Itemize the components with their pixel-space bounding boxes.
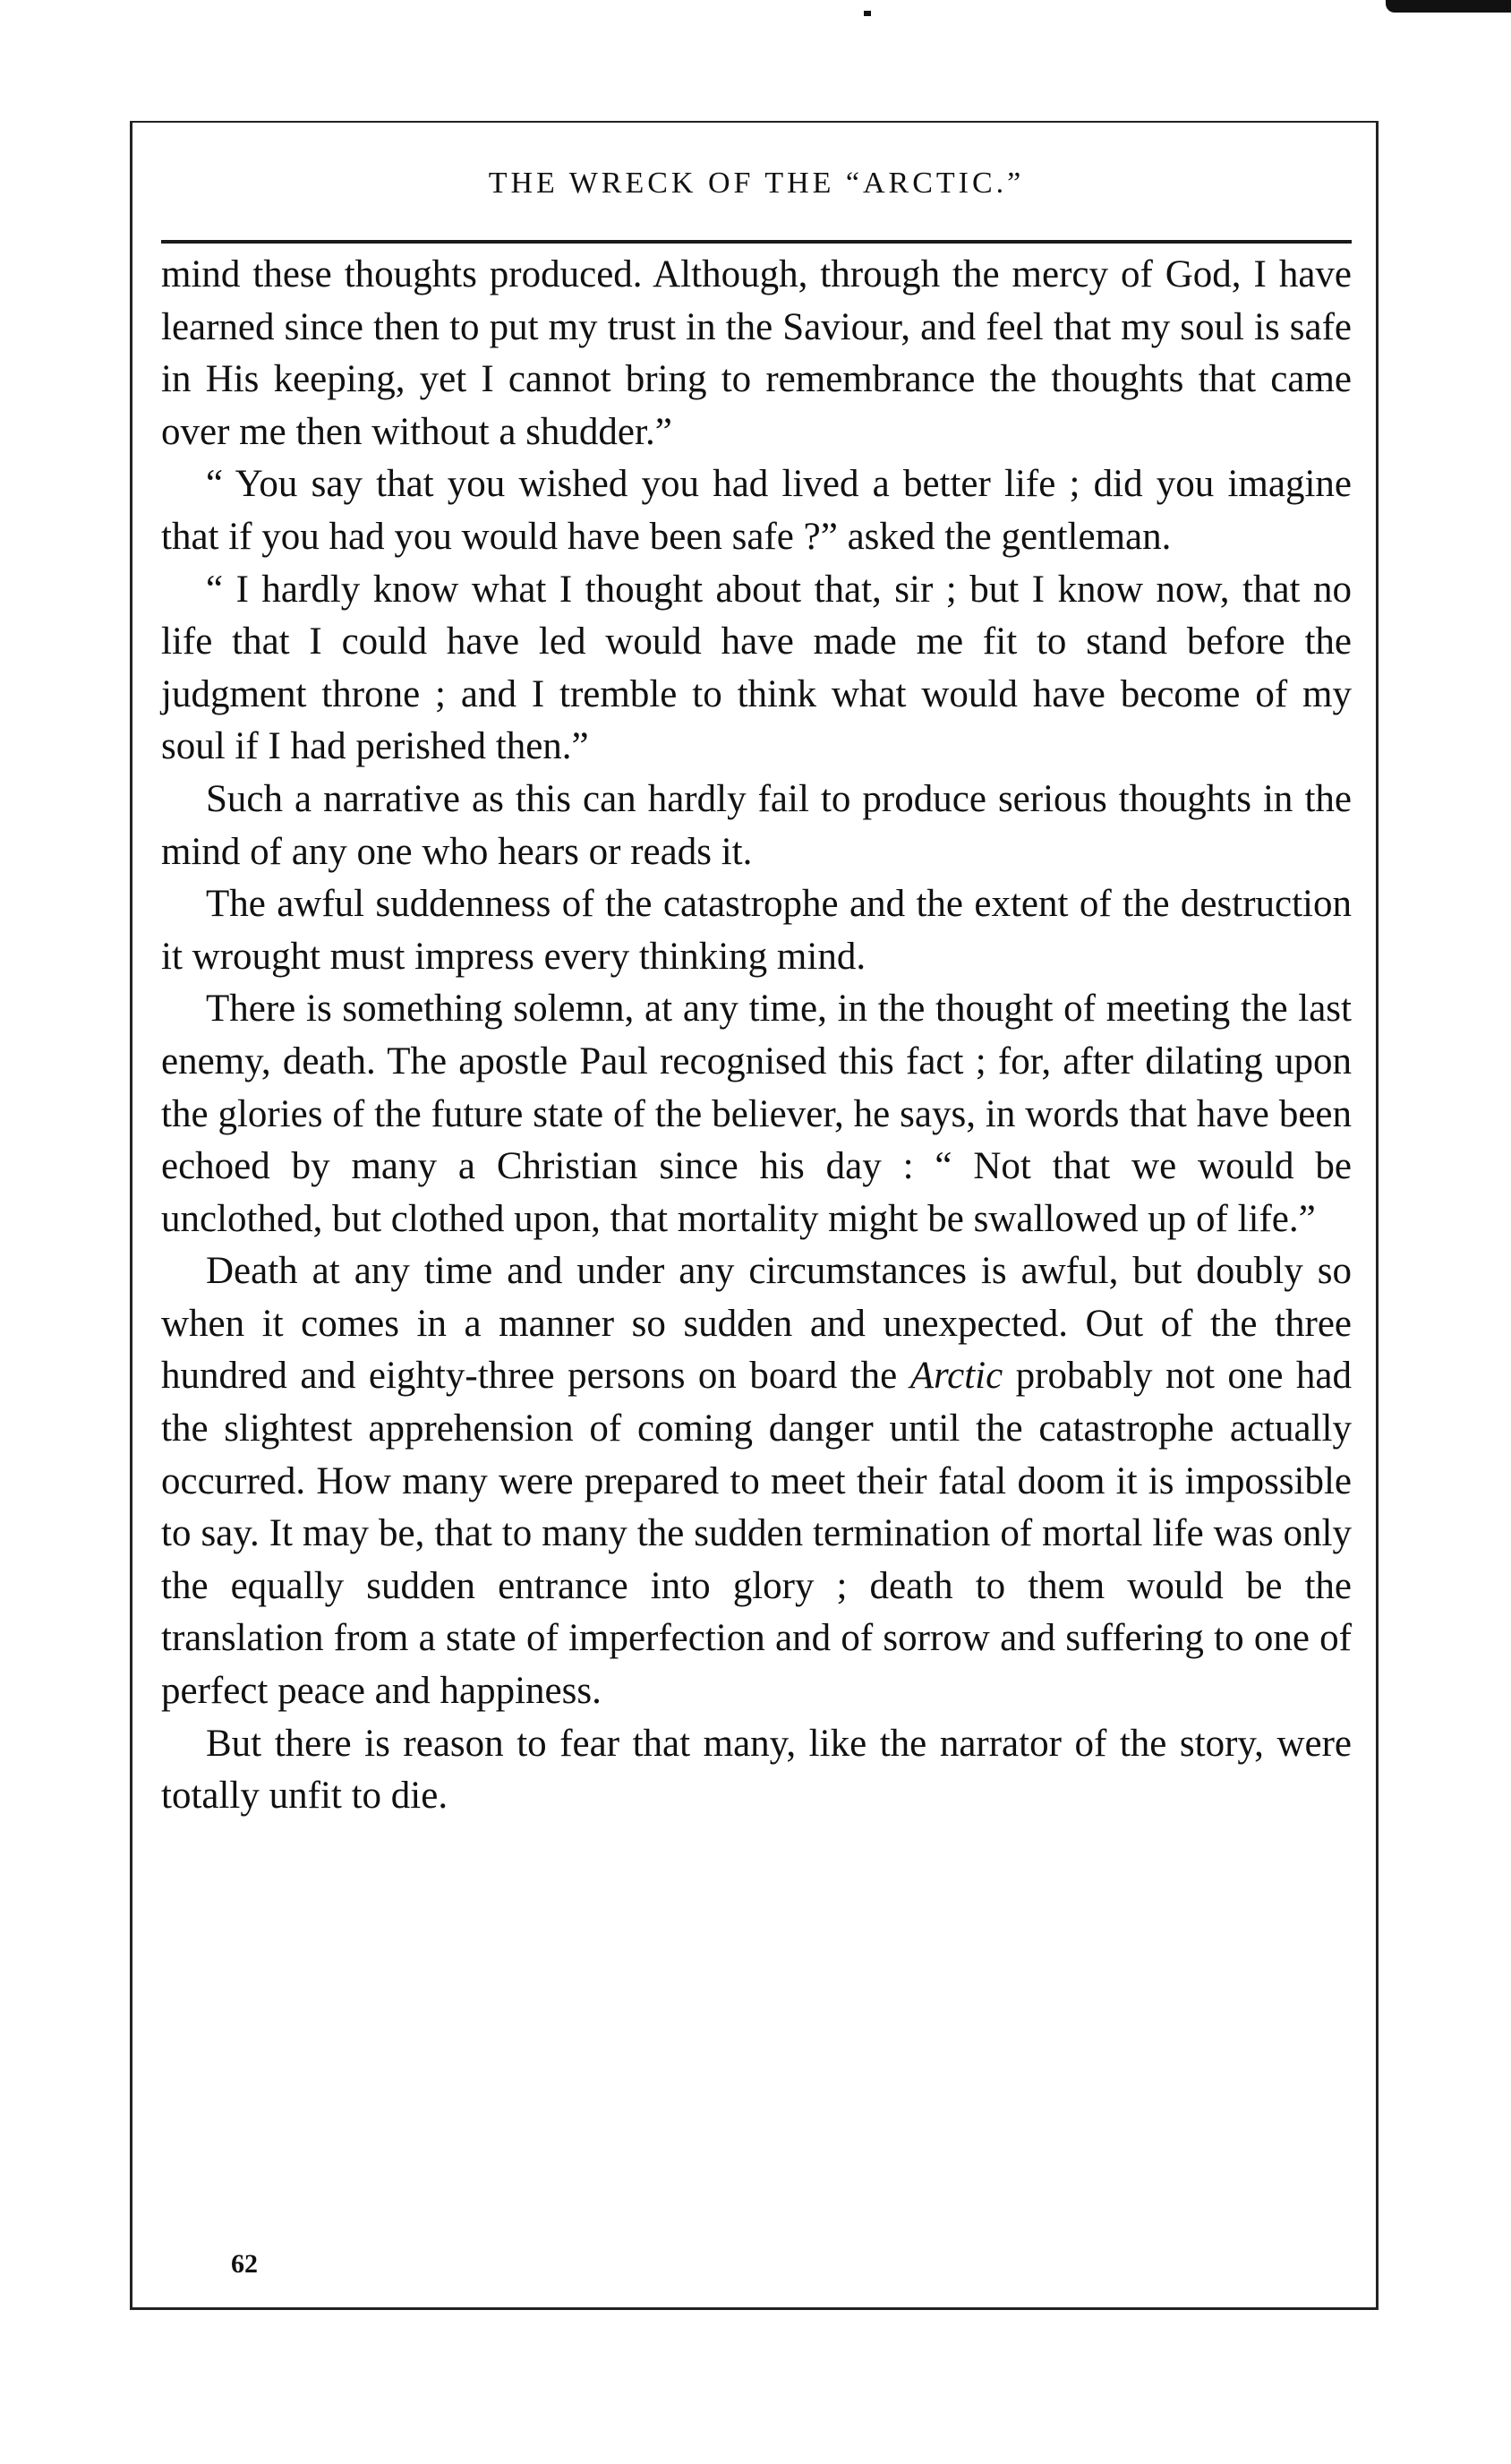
paragraph-4: Such a narrative as this can hardly fail to produce serious thoughts in the mind of any one who hears or reads it. <box>161 777 1352 873</box>
scan-speck <box>864 11 871 16</box>
paragraph-6: There is something solemn, at any time, in the thought of meeting the last enemy, death. The apostle Paul recognised this fact ; for, after dilating upon the glories of the future state of the believer, he says, in words that have been echoed by many a Christian since his day : “ Not that we would be unclothed, but clothed upon, that mortality might be swallowed up of life.” <box>161 988 1352 1240</box>
paragraph-3: “ I hardly know what I thought about that, sir ; but I know now, that no life that I could have led would have made me fit to stand before the judgment throne ; and I tremble to think what would have become of my soul if I had perished then.” <box>161 568 1352 768</box>
head-rule <box>161 240 1352 244</box>
running-head: THE WRECK OF THE “ARCTIC.” <box>488 167 1025 200</box>
paragraph-2: “ You say that you wished you had lived a better life ; did you imagine that if you had you would have been safe ?” asked the gentleman. <box>161 463 1352 558</box>
paragraph-7-start: Death at any time and under any circumstances is awful, but doubly so when it comes in a manner so sudden and unexpected. Out of the three hundred and eighty-three persons on board the <box>161 1250 1352 1398</box>
paragraph-8: But there is reason to fear that many, like the narrator of the story, were totally unfit to die. <box>161 1722 1352 1818</box>
paragraph-5: The awful suddenness of the catastrophe and the extent of the destruction it wrought must impress every thinking mind. <box>161 883 1352 978</box>
scan-edge-mark <box>1386 0 1511 13</box>
body-text <box>161 249 1352 1823</box>
ship-name: Arctic <box>909 1355 1003 1398</box>
paragraph-1: mind these thoughts produced. Although, through the mercy of God, I have learned since then to put my trust in the Saviour, and feel that my soul is safe in His keeping, yet I cannot bring to remembrance the thoughts that came over me then without a shudder.” <box>161 253 1352 453</box>
paragraph-7 <box>161 1245 1352 1717</box>
page-number: 62 <box>231 2249 258 2279</box>
paragraph-7-end: probably not one had the slightest apprehension of coming danger until the catastrophe actually occurred. How many were prepared to meet their fatal doom it is impossible to say. It may be, that to many the sudden termination of mortal life was only the equally sudden entrance into glory ; death to them would be the translation from a state of imperfection and of sorrow and suffering to one of perfect peace and happiness. <box>161 1355 1353 1713</box>
